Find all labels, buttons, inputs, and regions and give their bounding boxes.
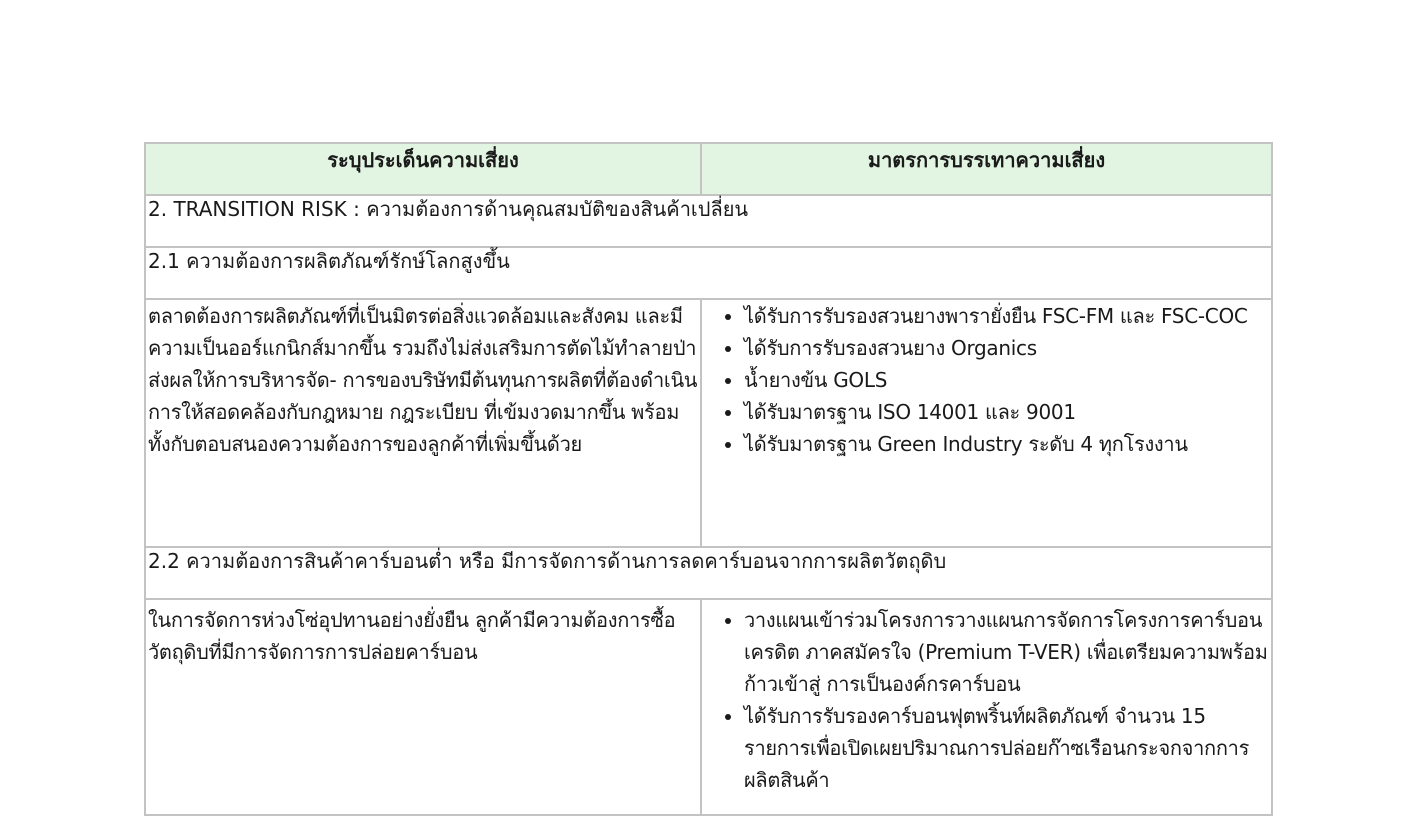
header-risk-issue: ระบุประเด็นความเสี่ยง — [145, 143, 701, 195]
list-item: • วางแผนเข้าร่วมโครงการวางแผนการจัดการโครงการคาร์บอนเครดิต ภาคสมัครใจ (Premium T-VER) เพื่อเตรียมความพร้อมก้าวเข้าสู่ การเป็นองค์กรคาร์บอน — [744, 604, 1269, 700]
table-row — [145, 299, 1272, 547]
risk-text: ตลาดต้องการผลิตภัณฑ์ที่เป็นมิตรต่อสิ่งแวดล้อมและสังคม และมีความเป็นออร์แกนิกส์มากขึ้น รวมถึงไม่ส่งเสริมการตัดไม้ทำลายป่า ส่งผลให้การบริหารจัด- การของบริษัทมีต้นทุนการผลิตที่ต้องดำเนินการให้สอดคล้องกับกฎหมาย กฎระเบียบ ที่เข้มงวดมากขึ้น พร้อมทั้งกับตอบสนองความต้องการของลูกค้าที่เพิ่มขึ้นด้วย — [148, 304, 698, 456]
risk-cell — [145, 299, 701, 547]
risk-text: ในการจัดการห่วงโซ่อุปทานอย่างยั่งยืน ลูกค้ามีความต้องการซื้อวัตถุดิบที่มีการจัดการการปล่อยคาร์บอน — [148, 608, 676, 664]
list-item: • ได้รับการรับรองสวนยาง Organics — [744, 332, 1269, 364]
subsection-row — [145, 247, 1272, 299]
measures-list — [704, 604, 1269, 796]
list-item: • ได้รับมาตรฐาน Green Industry ระดับ 4 ทุกโรงงาน — [744, 428, 1269, 460]
table-row — [145, 599, 1272, 815]
section-title: 2. TRANSITION RISK : ความต้องการด้านคุณสมบัติของสินค้าเปลี่ยน — [145, 195, 1272, 247]
risk-cell — [145, 599, 701, 815]
table-header-row — [145, 143, 1272, 195]
subsection-title-2-1: 2.1 ความต้องการผลิตภัณฑ์รักษ์โลกสูงขึ้น — [145, 247, 1272, 299]
mitigation-cell — [701, 599, 1272, 815]
list-item: • ได้รับการรับรองคาร์บอนฟุตพริ้นท์ผลิตภัณฑ์ จำนวน 15 รายการเพื่อเปิดเผยปริมาณการปล่อยก๊าซเรือนกระจกจากการผลิตสินค้า — [744, 700, 1269, 796]
list-item: • น้ำยางข้น GOLS — [744, 364, 1269, 396]
mitigation-cell — [701, 299, 1272, 547]
subsection-title-2-2: 2.2 ความต้องการสินค้าคาร์บอนต่ำ หรือ มีการจัดการด้านการลดคาร์บอนจากการผลิตวัตถุดิบ — [145, 547, 1272, 599]
risk-table — [144, 142, 1273, 816]
header-mitigation: มาตรการบรรเทาความเสี่ยง — [701, 143, 1272, 195]
subsection-row — [145, 547, 1272, 599]
section-row — [145, 195, 1272, 247]
list-item: • ได้รับการรับรองสวนยางพารายั่งยืน FSC-FM และ FSC-COC — [744, 300, 1269, 332]
list-item: • ได้รับมาตรฐาน ISO 14001 และ 9001 — [744, 396, 1269, 428]
measures-list — [704, 300, 1269, 460]
